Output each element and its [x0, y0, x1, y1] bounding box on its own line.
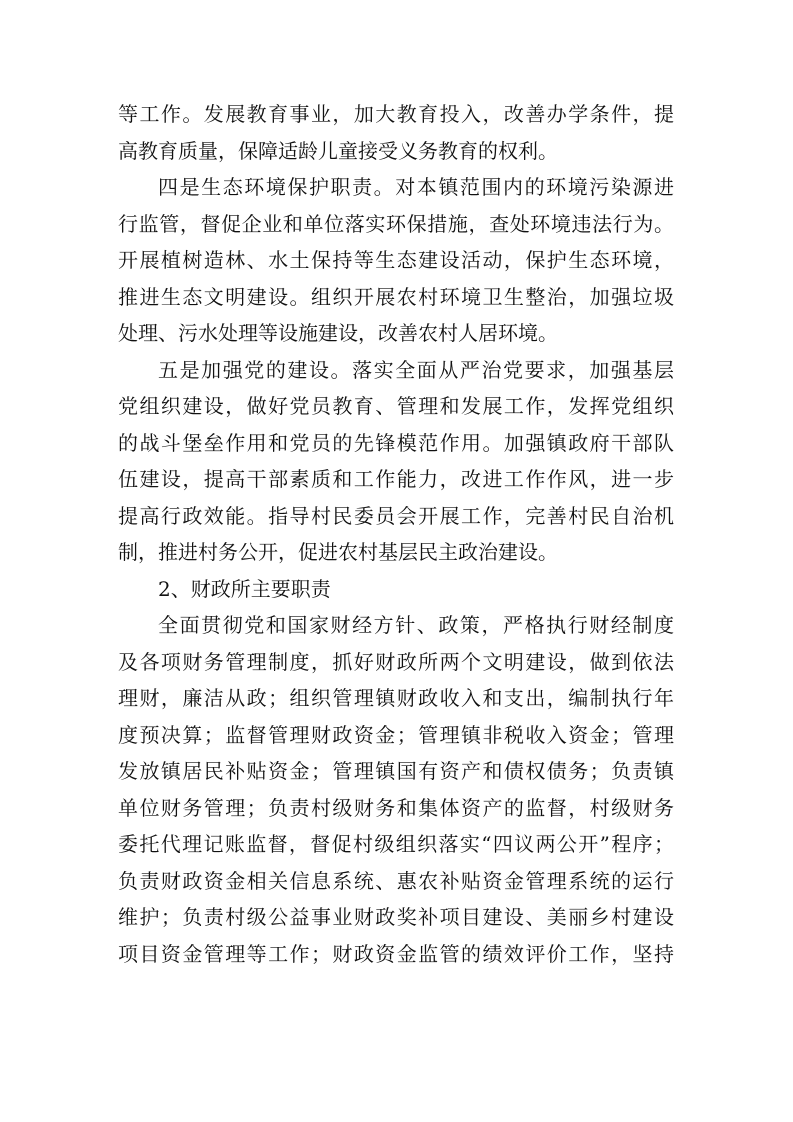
text-line: 单位财务管理；负责村级财务和集体资产的监督，村级财务 [118, 795, 674, 820]
text-line: 项目资金管理等工作；财政资金监管的绩效评价工作，坚持 [118, 941, 674, 966]
text-line: 推进生态文明建设。组织开展农村环境卫生整治，加强垃圾 [118, 284, 674, 309]
text-line: 全面贯彻党和国家财经方针、政策，严格执行财经制度 [158, 613, 674, 637]
text-line: 处理、污水处理等设施建设，改善农村人居环境。 [118, 321, 558, 345]
document-page [118, 96, 674, 972]
text-line: 四是生态环境保护职责。对本镇范围内的环境污染源进 [158, 175, 674, 199]
text-line: 制，推进村务公开，促进农村基层民主政治建设。 [118, 540, 558, 564]
text-line: 理财，廉洁从政；组织管理镇财政收入和支出，编制执行年 [118, 686, 674, 710]
text-line: 2、财政所主要职责 [158, 576, 331, 601]
text-line: 提高行政效能。指导村民委员会开展工作，完善村民自治机 [118, 503, 674, 528]
text-line: 的战斗堡垒作用和党员的先锋模范作用。加强镇政府干部队 [118, 430, 674, 455]
text-line: 负责财政资金相关信息系统、惠农补贴资金管理系统的运行 [118, 868, 674, 893]
text-line: 高教育质量，保障适龄儿童接受义务教育的权利。 [118, 138, 558, 163]
text-line: 度预决算；监督管理财政资金；管理镇非税收入资金；管理 [118, 722, 674, 747]
text-line: 开展植树造林、水土保持等生态建设活动，保护生态环境， [118, 248, 674, 272]
text-line: 发放镇居民补贴资金；管理镇国有资产和债权债务；负责镇 [118, 759, 674, 783]
text-line: 五是加强党的建设。落实全面从严治党要求，加强基层 [158, 357, 674, 382]
text-line: 维护；负责村级公益事业财政奖补项目建设、美丽乡村建设 [118, 905, 674, 929]
document-body [118, 96, 674, 972]
text-line: 行监管，督促企业和单位落实环保措施，查处环境违法行为。 [118, 211, 674, 236]
text-line: 党组织建设，做好党员教育、管理和发展工作，发挥党组织 [118, 394, 674, 418]
text-line: 及各项财务管理制度，抓好财政所两个文明建设，做到依法 [118, 649, 674, 674]
text-line: 委托代理记账监督，督促村级组织落实“四议两公开”程序； [118, 832, 674, 856]
text-line: 伍建设，提高干部素质和工作能力，改进工作作风，进一步 [118, 467, 674, 491]
text-line: 等工作。发展教育事业，加大教育投入，改善办学条件，提 [118, 102, 674, 126]
